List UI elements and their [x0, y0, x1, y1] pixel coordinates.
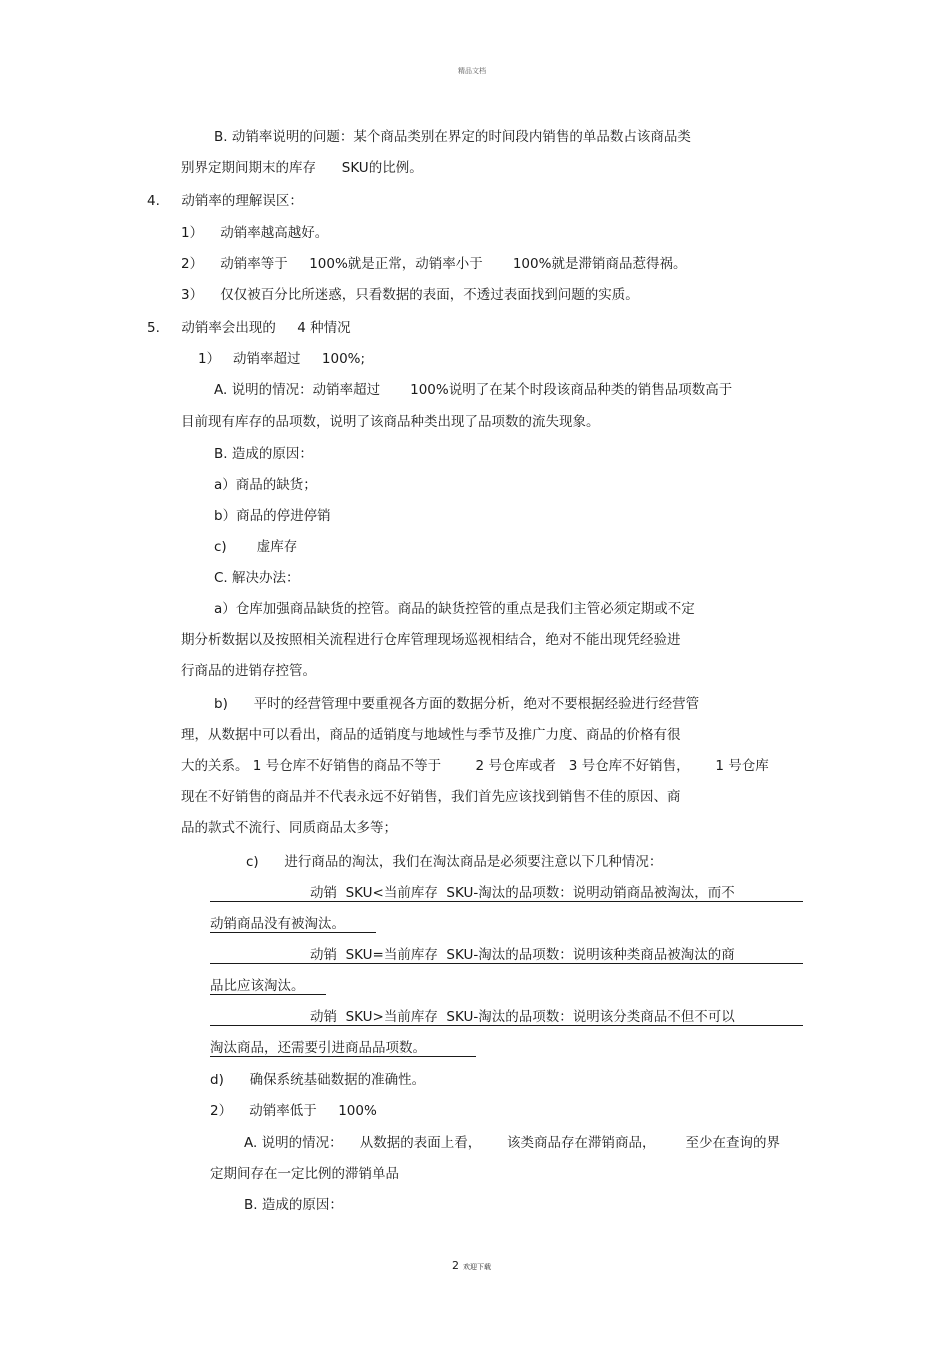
text-line: 别界定期间期末的库存 SKU的比例。: [181, 160, 423, 176]
underline: [210, 901, 803, 902]
text-line: 定期间存在一定比例的滞销单品: [210, 1166, 399, 1182]
text-line: B. 造成的原因：: [244, 1197, 343, 1213]
text-line: 2） 动销率低于 100%: [210, 1103, 377, 1119]
underline: [210, 1025, 803, 1026]
text-line: 理，从数据中可以看出，商品的适销度与地域性与季节及推广力度、商品的价格有很: [181, 727, 681, 743]
text-line: 动销 SKU=当前库存 SKU-淘汰的品项数：说明该种类商品被淘汰的商: [310, 947, 735, 963]
text-line: c) 虚库存: [214, 539, 298, 555]
text-line: 行商品的进销存控管。: [181, 663, 316, 679]
text-line: 现在不好销售的商品并不代表永远不好销售，我们首先应该找到销售不佳的原因、商: [181, 789, 681, 805]
text-line: 2） 动销率等于 100%就是正常，动销率小于 100%就是滞销商品惹得祸。: [181, 256, 687, 272]
text-line: a）仓库加强商品缺货的控管。商品的缺货控管的重点是我们主管必须定期或不定: [214, 601, 695, 617]
page-footer: [452, 1259, 491, 1272]
text-line: 动销 SKU>当前库存 SKU-淘汰的品项数：说明该分类商品不但不可以: [310, 1009, 735, 1025]
underline: [210, 1056, 476, 1057]
text-line: 动销商品没有被淘汰。: [210, 916, 345, 932]
text-line: 1） 动销率越高越好。: [181, 225, 329, 241]
text-line: 品比应该淘汰。: [210, 978, 305, 994]
text-line: b) 平时的经营管理中要重视各方面的数据分析，绝对不要根据经验进行经营管: [214, 696, 700, 712]
text-line: A. 说明的情况：动销率超过 100%说明了在某个时段该商品种类的销售品项数高于: [214, 382, 733, 398]
underline: [210, 963, 803, 964]
text-line: A. 说明的情况： 从数据的表面上看， 该类商品存在滞销商品， 至少在查询的界: [244, 1135, 781, 1151]
footer-note: 欢迎下载: [463, 1263, 491, 1271]
underline: [210, 994, 326, 995]
text-line: 1） 动销率超过 100%;: [198, 351, 366, 367]
underline: [210, 932, 376, 933]
text-line: b）商品的停进停销: [214, 508, 331, 524]
text-line: d) 确保系统基础数据的准确性。: [210, 1072, 426, 1088]
text-line: 大的关系。 1 号仓库不好销售的商品不等于 2 号仓库或者 3 号仓库不好销售， 1 号仓库: [181, 758, 769, 774]
text-line: 期分析数据以及按照相关流程进行仓库管理现场巡视相结合，绝对不能出现凭经验进: [181, 632, 681, 648]
text-line: 目前现有库存的品项数，说明了该商品种类出现了品项数的流失现象。: [181, 414, 600, 430]
text-line: a）商品的缺货；: [214, 477, 317, 493]
text-line: 动销 SKU<当前库存 SKU-淘汰的品项数：说明动销商品被淘汰，而不: [310, 885, 735, 901]
text-line: c) 进行商品的淘汰，我们在淘汰商品是必须要注意以下几种情况：: [246, 854, 663, 870]
text-line: B. 造成的原因：: [214, 446, 313, 462]
text-line: C. 解决办法：: [214, 570, 300, 586]
text-line: 淘汰商品，还需要引进商品品项数。: [210, 1040, 426, 1056]
text-line: B. 动销率说明的问题：某个商品类别在界定的时间段内销售的单品数占该商品类: [214, 129, 691, 145]
text-line: 品的款式不流行、同质商品太多等；: [181, 820, 397, 836]
page-header: 精品文档: [458, 67, 486, 75]
text-line: 3） 仅仅被百分比所迷惑，只看数据的表面，不透过表面找到问题的实质。: [181, 287, 639, 303]
text-line: 4. 动销率的理解误区：: [147, 193, 303, 209]
page-number: 2: [452, 1259, 459, 1272]
text-line: 5. 动销率会出现的 4 种情况: [147, 320, 351, 336]
